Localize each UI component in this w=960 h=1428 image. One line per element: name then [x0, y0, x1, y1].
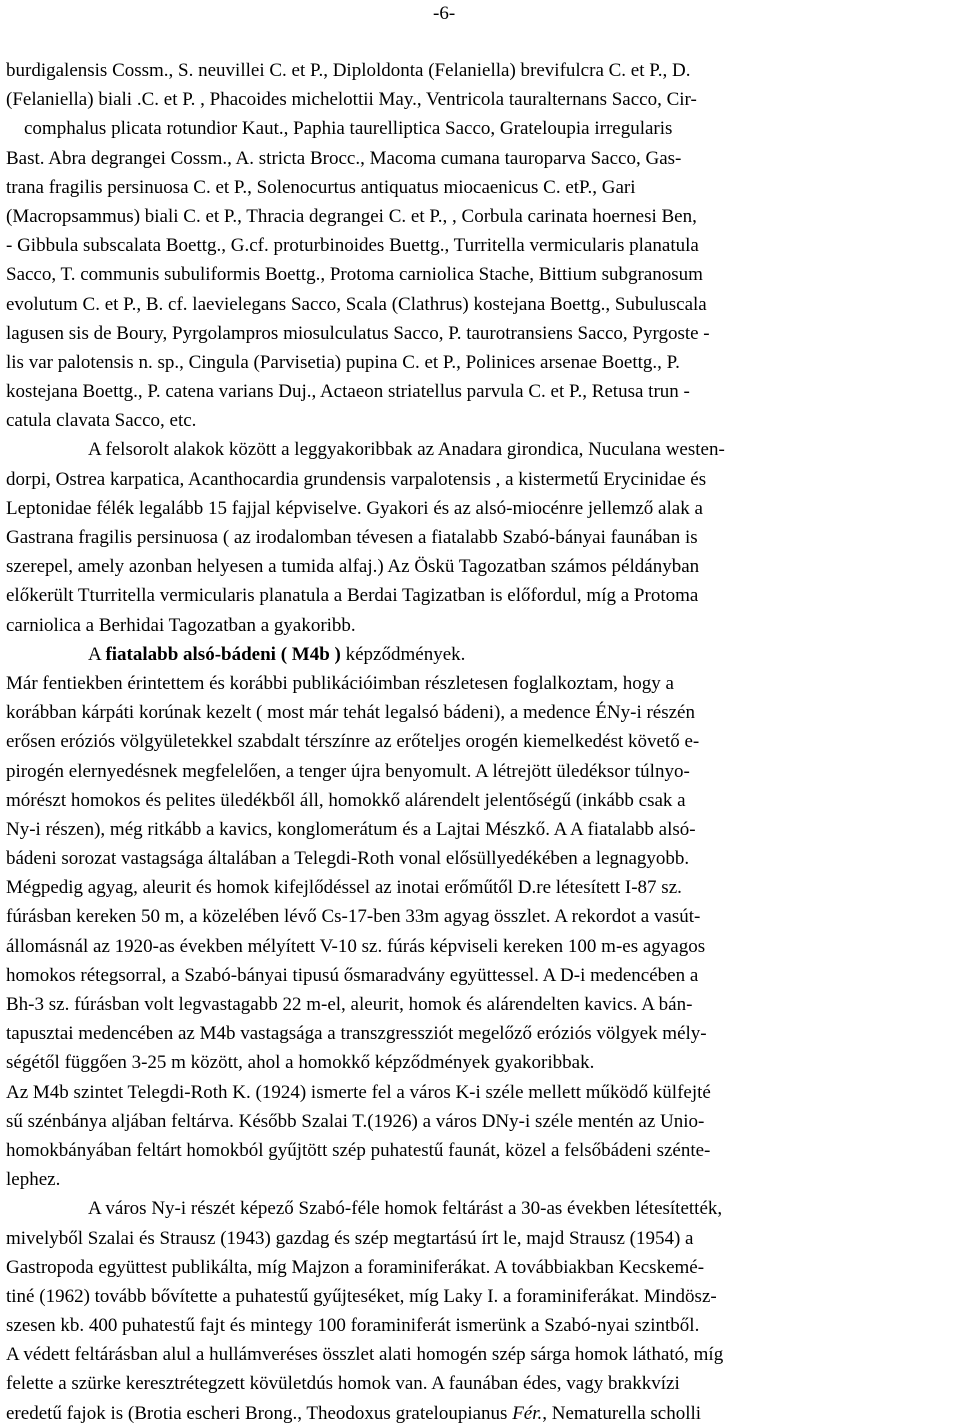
- text-line-italic: Fér.: [512, 1402, 543, 1424]
- text-line: erősen eróziós völgyületekkel szabdalt térszínre az erőteljes orogén kiemelkedést követő e-: [6, 731, 700, 753]
- text-line: catula clavata Sacco, etc.: [6, 410, 197, 432]
- text-line: ségétől függően 3-25 m között, ahol a homokkő képződmények gyakoribbak.: [6, 1052, 595, 1074]
- text-line: szesen kb. 400 puhatestű fajt és mintegy 100 foraminiferát ismerünk a Szabó-nyai szintből.: [6, 1315, 700, 1337]
- text-line: - Gibbula subscalata Boettg., G.cf. proturbinoides Buettg., Turritella vermicularis planatula: [6, 235, 699, 257]
- text-line: korábban kárpáti korúnak kezelt ( most már tehát legalsó bádeni), a medence ÉNy-i részén: [6, 702, 695, 724]
- text-line: Gastropoda együttest publikálta, míg Majzon a foraminiferákat. A továbbiakban Kecskemé-: [6, 1256, 705, 1278]
- text-line: kostejana Boettg., P. catena varians Duj., Actaeon striatellus parvula C. et P., Retusa trun -: [6, 381, 690, 403]
- text-line: pirogén elernyedésnek megfelelően, a tenger újra benyomult. A létrejött üledéksor túlnyo-: [6, 760, 690, 782]
- text-line: állomásnál az 1920-as években mélyített V-10 sz. fúrás képviseli kereken 100 m-es agyagos: [6, 935, 706, 957]
- section-heading-pre: A: [88, 643, 106, 665]
- text-line: lis var palotensis n. sp., Cingula (Parvisetia) pupina C. et P., Polinices arsenae Boettg., P.: [6, 351, 680, 373]
- text-line: tiné (1962) tovább bővítette a puhatestű gyűjteséket, míg Laky I. a foraminiferákat. Mindösz-: [6, 1285, 717, 1307]
- paragraph-start-line: A város Ny-i részét képező Szabó-féle homok feltárást a 30-as években létesítették,: [88, 1198, 723, 1220]
- text-line: sű szénbánya aljában feltárva. Később Szalai T.(1926) a város DNy-i széle mentén az Unio-: [6, 1110, 705, 1132]
- section-heading: [6, 640, 954, 669]
- text-line: Gastrana fragilis persinuosa ( az irodalomban tévesen a fiatalabb Szabó-bányai faunában is: [6, 527, 698, 548]
- text-line: A védett feltárásban alul a hullámveréses összlet alati homogén szép sárga homok látható, míg: [6, 1344, 724, 1366]
- text-line: [6, 1399, 954, 1428]
- text-line: evolutum C. et P., B. cf. laevielegans Sacco, Scala (Clathrus) kostejana Boettg., Subuluscala: [6, 293, 707, 315]
- text-line: homokbányában feltárt homokból gyűjtött szép puhatestű faunát, közel a felsőbádeni szénte-: [6, 1139, 711, 1161]
- text-line: mórészt homokos és pelites üledékből áll, homokkő alárendelt jelentőségű (inkább csak a: [6, 789, 686, 811]
- text-line: comphalus plicata rotundior Kaut., Paphia taurelliptica Sacco, Grateloupia irregularis: [24, 118, 673, 140]
- text-line: Bh-3 sz. fúrásban volt legvastagabb 22 m-el, aleurit, homok és alárendelten kavics. A bán-: [6, 994, 693, 1015]
- text-line-post: , Nematurella scholli: [542, 1402, 702, 1424]
- text-line: lagusen sis de Boury, Pyrgolampros miosulculatus Sacco, P. taurotransiens Sacco, Pyrgoste -: [6, 322, 710, 344]
- text-line: Az M4b szintet Telegdi-Roth K. (1924) ismerte fel a város K-i széle mellett működő külfejté: [6, 1081, 711, 1103]
- text-line: mivelyből Szalai és Strausz (1943) gazdag és szép megtartású írt le, majd Strausz (1954) a: [6, 1227, 694, 1249]
- text-line: lephez.: [6, 1169, 61, 1191]
- section-heading-post: képződmények.: [340, 643, 466, 665]
- text-line-pre: eredetű fajok is (Brotia escheri Brong., Theodoxus grateloupianus: [6, 1402, 513, 1424]
- text-line: Sacco, T. communis subuliformis Boettg., Protoma carniolica Stache, Bittium subgranosum: [6, 264, 703, 286]
- text-line: (Macropsammus) biali C. et P., Thracia degrangei C. et P., , Corbula carinata hoernesi Ben,: [6, 205, 697, 227]
- text-line: bádeni sorozat vastagsága általában a Telegdi-Roth vonal elősüllyedékében a legnagyobb.: [6, 848, 690, 870]
- text-line: tapusztai medencében az M4b vastagsága a transzgressziót megelőző eróziós völgyek mély-: [6, 1023, 707, 1045]
- text-line: carniolica a Berhidai Tagozatban a gyakoribb.: [6, 614, 356, 636]
- section-heading-bold: fiatalabb alsó-bádeni ( M4b ): [105, 643, 341, 665]
- text-line: Bast. Abra degrangei Cossm., A. stricta Brocc., Macoma cumana tauroparva Sacco, Gas-: [6, 147, 682, 169]
- text-line: Ny-i részen), még ritkább a kavics, konglomerátum és a Lajtai Mészkő. A A fiatalabb alsó-: [6, 818, 696, 840]
- text-line: dorpi, Ostrea karpatica, Acanthocardia grundensis varpalotensis , a kistermetű Erycinidae és: [6, 468, 707, 490]
- text-line: Már fentiekben érintettem és korábbi publikációimban részletesen foglalkoztam, hogy a: [6, 672, 674, 694]
- text-line: felette a szürke keresztrétegzett kövületdús homok van. A faunában édes, vagy brakkvízi: [6, 1373, 680, 1395]
- text-line: burdigalensis Cossm., S. neuvillei C. et P., Diploldonta (Felaniella) brevifulcra C. et P., D.: [6, 60, 691, 81]
- text-line: homokos rétegsorral, a Szabó-bányai tipusú ősmaradvány együttessel. A D-i medencében a: [6, 964, 699, 986]
- text-line: előkerült Tturritella vermicularis planatula a Berdai Tagizatban is előfordul, míg a Protoma: [6, 585, 699, 607]
- text-line: fúrásban kereken 50 m, a közelében lévő Cs-17-ben 33m agyag összlet. A rekordot a vasút-: [6, 906, 701, 928]
- document-body: [6, 56, 954, 1428]
- text-line: Leptonidae félék legalább 15 fajjal képviselve. Gyakori és az alsó-miocénre jellemző alak a: [6, 497, 703, 519]
- paragraph-start-line: A felsorolt alakok között a leggyakoribbak az Anadara girondica, Nuculana westen-: [88, 439, 725, 461]
- text-line: trana fragilis persinuosa C. et P., Solenocurtus antiquatus miocaenicus C. etP., Gari: [6, 176, 636, 198]
- page-number: -6-: [433, 3, 456, 24]
- text-line: szerepel, amely azonban helyesen a tumida alfaj.) Az Öskü Tagozatban számos példányban: [6, 556, 700, 578]
- text-line: Mégpedig agyag, aleurit és homok kifejlődéssel az inotai erőműtől D.re létesített I-87 sz.: [6, 877, 682, 899]
- text-line: (Felaniella) biali .C. et P. , Phacoides michelottii May., Ventricola tauralternans Sacco, Cir-: [6, 89, 697, 111]
